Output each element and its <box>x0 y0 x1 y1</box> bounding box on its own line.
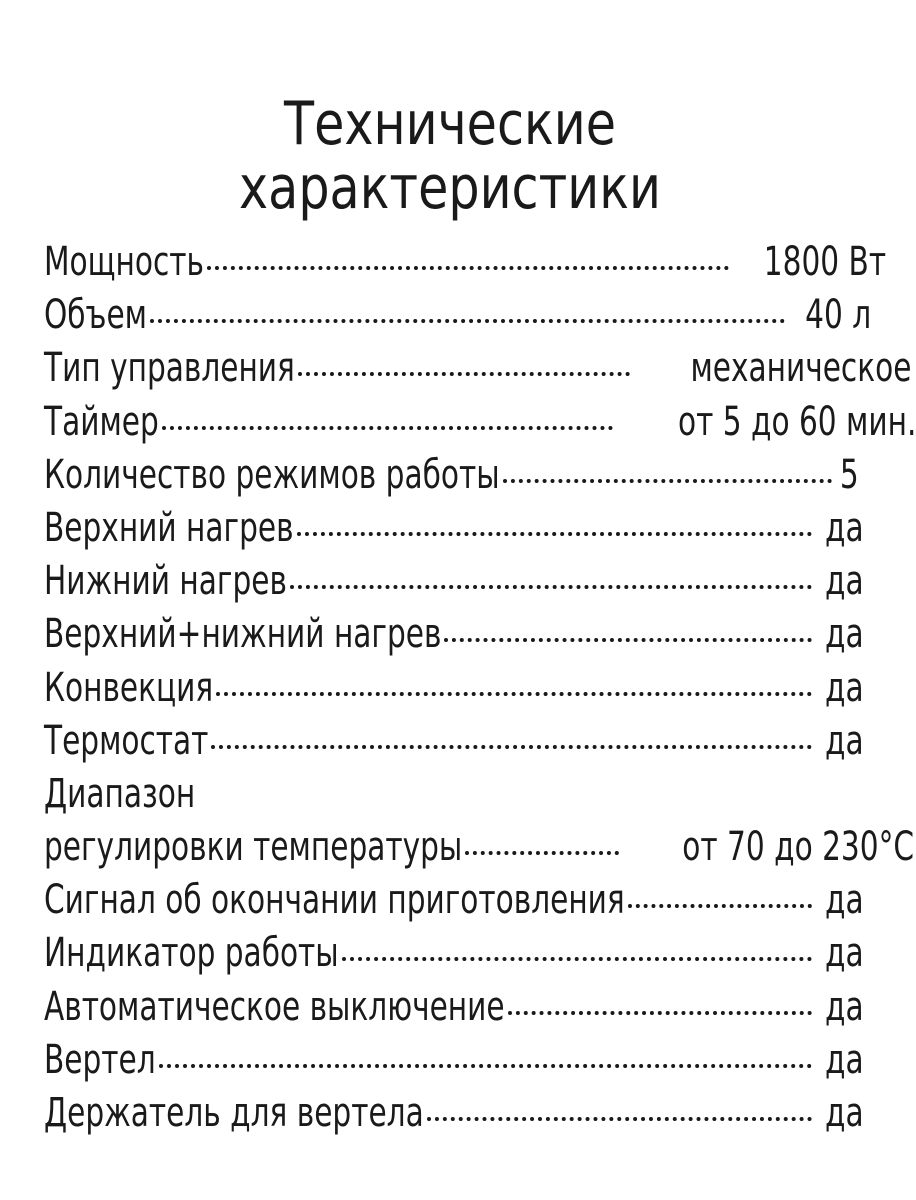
spec-value: да <box>825 558 865 605</box>
dot-leader <box>297 531 813 536</box>
spec-label: Термостат <box>44 717 209 764</box>
spec-row-control-type <box>44 342 912 395</box>
spec-value: да <box>825 983 865 1030</box>
spec-label: регулировки температуры <box>44 824 463 871</box>
dot-leader <box>150 318 785 323</box>
spec-value: 5 <box>840 451 859 498</box>
spec-label: Диапазон <box>44 770 196 817</box>
spec-label: Мощность <box>44 239 204 285</box>
spec-row-indicator <box>44 927 865 980</box>
spec-row-rotisserie-holder <box>44 1087 865 1140</box>
spec-row-thermostat <box>44 715 865 768</box>
dot-leader <box>216 691 812 696</box>
spec-label: Сигнал об окончании приготовления <box>44 877 625 924</box>
page-title <box>81 89 819 224</box>
dot-leader <box>628 903 813 908</box>
spec-label: Верхний+нижний нагрев <box>44 611 442 658</box>
spec-value: да <box>825 717 865 764</box>
spec-row-modes <box>44 449 859 502</box>
dot-leader <box>298 371 630 376</box>
spec-row-convection <box>44 662 865 715</box>
spec-value: механическое <box>690 345 912 392</box>
spec-value: да <box>825 930 865 977</box>
spec-value: 1800 Вт <box>763 239 886 285</box>
spec-row-temperature-range <box>44 821 915 874</box>
spec-label: Верхний нагрев <box>44 504 294 551</box>
spec-list <box>44 236 916 1140</box>
spec-value: да <box>825 611 865 658</box>
spec-label: Держатель для вертела <box>44 1090 424 1136</box>
spec-value: от 70 до 230°С <box>682 824 915 871</box>
spec-label: Тип управления <box>44 345 295 392</box>
spec-row-range-heading <box>44 768 854 821</box>
spec-row-top-bottom-heat <box>44 608 865 661</box>
page-title-line-2: характеристики <box>239 153 661 224</box>
spec-value: да <box>825 1036 865 1083</box>
spec-value: да <box>825 1090 865 1136</box>
spec-label: Объем <box>44 292 148 339</box>
dot-leader <box>427 1116 813 1121</box>
spec-value: да <box>825 504 865 551</box>
spec-row-top-heat <box>44 502 865 555</box>
spec-row-auto-off <box>44 981 865 1034</box>
spec-row-power <box>44 236 886 289</box>
spec-label: Вертел <box>44 1036 156 1083</box>
dot-leader <box>290 584 813 589</box>
dot-leader <box>503 478 833 483</box>
page-title-line-1: Технические <box>284 89 616 160</box>
spec-row-end-signal <box>44 874 865 927</box>
spec-row-volume <box>44 289 872 342</box>
dot-leader <box>444 637 812 642</box>
spec-value: от 5 до 60 мин. <box>677 398 916 445</box>
spec-row-timer <box>44 396 916 449</box>
spec-label: Нижний нагрев <box>44 558 287 605</box>
dot-leader <box>342 956 813 961</box>
spec-label: Автоматическое выключение <box>44 983 505 1030</box>
spec-row-rotisserie <box>44 1034 865 1087</box>
spec-label: Индикатор работы <box>44 930 339 977</box>
spec-label: Количество режимов работы <box>44 451 500 498</box>
spec-value: да <box>825 877 865 924</box>
spec-value: 40 л <box>805 292 872 339</box>
spec-row-bottom-heat <box>44 555 865 608</box>
dot-leader <box>465 850 619 855</box>
spec-label: Таймер <box>44 398 159 445</box>
dot-leader <box>211 744 812 749</box>
dot-leader <box>508 1010 813 1015</box>
dot-leader <box>162 425 613 430</box>
spec-value: да <box>825 664 865 711</box>
spec-label: Конвекция <box>44 664 214 711</box>
dot-leader <box>159 1063 813 1068</box>
dot-leader <box>207 265 729 270</box>
